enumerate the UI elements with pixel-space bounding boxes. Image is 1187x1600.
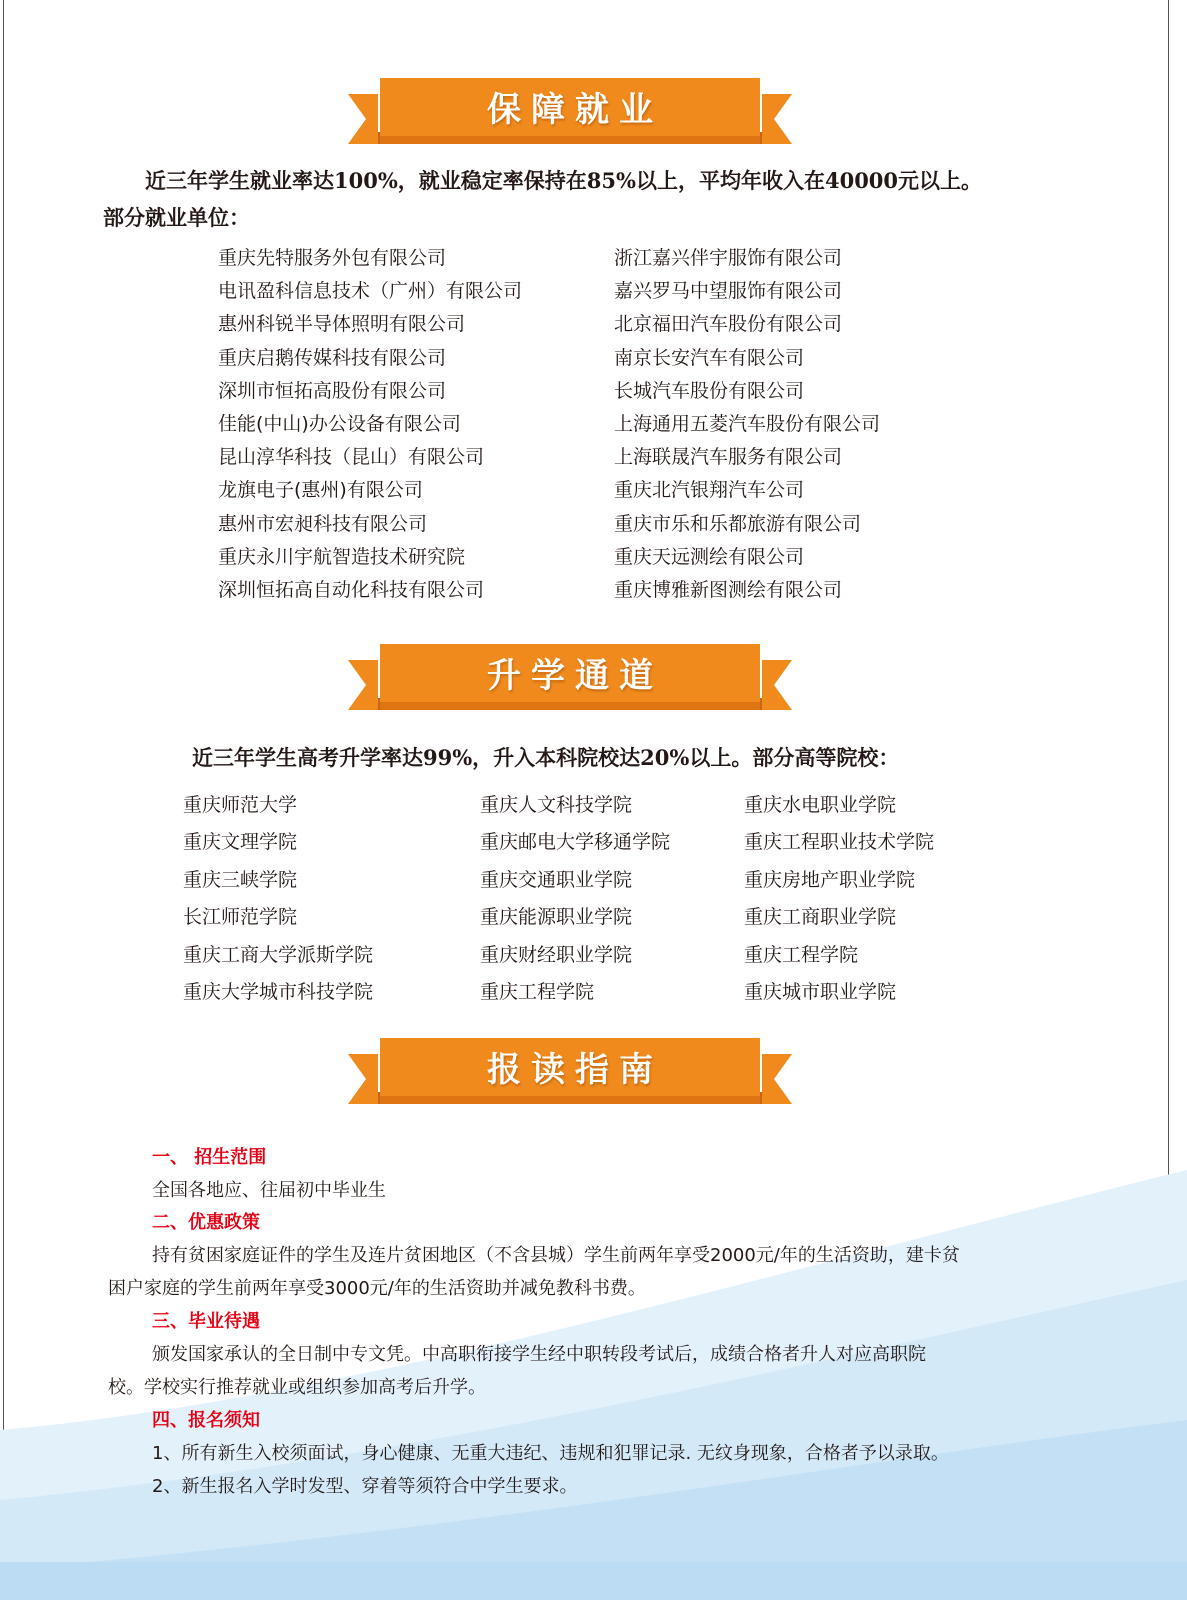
further-study-summary: 近三年学生高考升学率达99%，升入本科院校达20%以上。部分高等院校：	[192, 745, 900, 770]
list-item: 惠州市宏昶科技有限公司	[218, 512, 428, 535]
banner-employment-title: 保障就业	[487, 90, 663, 130]
list-item: 重庆永川宇航智造技术研究院	[218, 545, 466, 568]
guide-section-3-line2: 校。学校实行推荐就业或组织参加高考后升学。	[108, 1377, 486, 1398]
list-item: 重庆启鹅传媒科技有限公司	[218, 346, 447, 369]
university-list-col3	[744, 787, 934, 1011]
university-list-col2	[480, 787, 670, 1011]
list-item: 重庆工程学院	[744, 943, 859, 966]
list-item: 上海通用五菱汽车股份有限公司	[614, 412, 881, 435]
list-item: 重庆能源职业学院	[480, 906, 633, 929]
list-item: 嘉兴罗马中望服饰有限公司	[614, 280, 843, 303]
guide-section-4-title: 四、报名须知	[152, 1410, 260, 1431]
guide-section-2-title: 二、优惠政策	[152, 1212, 260, 1233]
guide-section-4-item1: 1、所有新生入校须面试，身心健康、无重大违纪、违规和犯罪记录. 无纹身现象，合格者予以录取。	[152, 1443, 949, 1464]
university-list-col1	[183, 787, 373, 1011]
list-item: 上海联晟汽车服务有限公司	[614, 446, 843, 469]
list-item: 重庆城市职业学院	[744, 980, 897, 1003]
list-item: 重庆工程学院	[480, 980, 595, 1003]
list-item: 长城汽车股份有限公司	[614, 379, 805, 402]
list-item: 重庆大学城市科技学院	[183, 980, 374, 1003]
list-item: 惠州科锐半导体照明有限公司	[218, 313, 466, 336]
guide-section-4-item2: 2、新生报名入学时发型、穿着等须符合中学生要求。	[152, 1476, 578, 1497]
list-item: 浙江嘉兴伴宇服饰有限公司	[614, 247, 843, 269]
list-item: 龙旗电子(惠州)有限公司	[218, 479, 423, 502]
list-item: 重庆房地产职业学院	[744, 868, 916, 891]
list-item: 重庆博雅新图测绘有限公司	[614, 578, 843, 601]
list-item: 重庆工商大学派斯学院	[183, 943, 374, 966]
guide-section-1-text: 全国各地应、往届初中毕业生	[152, 1180, 386, 1201]
guide-section-2-line2: 困户家庭的学生前两年享受3000元/年的生活资助并减免教科书费。	[108, 1278, 646, 1299]
banner-further-study-title: 升学通道	[487, 656, 663, 696]
list-item: 南京长安汽车有限公司	[614, 346, 805, 369]
list-item: 重庆财经职业学院	[480, 943, 633, 966]
employment-summary: 近三年学生就业率达100%，就业稳定率保持在85%以上，平均年收入在40000元以上。	[145, 168, 983, 193]
list-item: 重庆水电职业学院	[744, 794, 897, 816]
list-item: 重庆天远测绘有限公司	[614, 545, 805, 568]
list-item: 重庆文理学院	[183, 831, 298, 854]
banner-guide	[348, 1034, 792, 1114]
guide-section-1-title: 一、 招生范围	[152, 1147, 267, 1168]
list-item: 北京福田汽车股份有限公司	[614, 313, 843, 336]
list-item: 重庆交通职业学院	[480, 868, 633, 891]
guide-section-3-line1: 颁发国家承认的全日制中专文凭。中高职衔接学生经中职转段考试后，成绩合格者升人对应高职院	[152, 1344, 926, 1365]
company-list-left	[218, 242, 522, 607]
list-item: 重庆人文科技学院	[480, 794, 633, 816]
list-item: 昆山淳华科技（昆山）有限公司	[218, 446, 485, 469]
banner-guide-title: 报读指南	[487, 1050, 663, 1090]
list-item: 重庆师范大学	[183, 794, 298, 816]
list-item: 深圳恒拓高自动化科技有限公司	[218, 578, 485, 601]
list-item: 电讯盈科信息技术（广州）有限公司	[218, 280, 523, 303]
list-item: 重庆三峡学院	[183, 868, 298, 891]
employment-partners-label: 部分就业单位：	[103, 205, 250, 230]
list-item: 深圳市恒拓高股份有限公司	[218, 379, 447, 402]
list-item: 重庆工程职业技术学院	[744, 831, 935, 854]
list-item: 重庆邮电大学移通学院	[480, 831, 671, 854]
list-item: 佳能(中山)办公设备有限公司	[218, 412, 461, 435]
banner-further-study	[348, 640, 792, 720]
company-list-right	[614, 242, 880, 607]
list-item: 重庆先特服务外包有限公司	[218, 247, 447, 269]
banner-employment	[348, 74, 792, 154]
list-item: 长江师范学院	[183, 906, 298, 929]
list-item: 重庆工商职业学院	[744, 906, 897, 929]
guide-section-2-line1: 持有贫困家庭证件的学生及连片贫困地区（不含县城）学生前两年享受2000元/年的生活资助，建卡贫	[152, 1245, 960, 1266]
list-item: 重庆市乐和乐都旅游有限公司	[614, 512, 862, 535]
guide-section-3-title: 三、毕业待遇	[152, 1311, 260, 1332]
list-item: 重庆北汽银翔汽车公司	[614, 479, 805, 502]
